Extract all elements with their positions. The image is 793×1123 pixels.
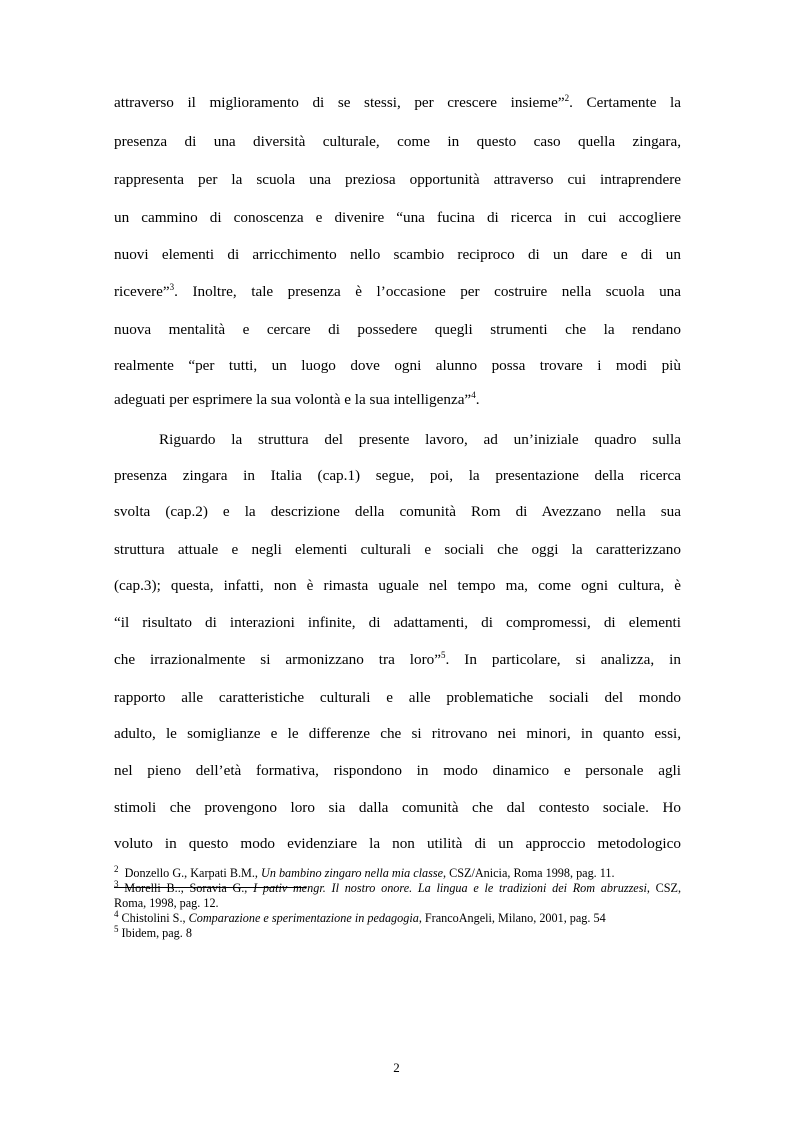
body-line: “il risultato di interazioni infinite, di adattamenti, di compromessi, di elementi	[114, 614, 681, 631]
body-line: svolta (cap.2) e la descrizione della comunità Rom di Avezzano nella sua	[114, 503, 681, 520]
body-line: voluto in questo modo evidenziare la non utilità di un approccio metodologico	[114, 835, 681, 852]
body-line: che irrazionalmente si armonizzano tra loro”$^5$. In particolare, si analizza, in	[114, 649, 681, 668]
body-line: Riguardo la struttura del presente lavoro, ad un’iniziale quadro sulla	[159, 431, 681, 448]
footnote: $^3$ Morelli B.., Soravia G., I pativ mengr. Il nostro onore. La lingua e le tradizioni dei Rom abruzzesi, CSZ,	[114, 878, 682, 895]
footnote-continuation: Roma, 1998, pag. 12.	[114, 896, 219, 910]
body-line: realmente “per tutti, un luogo dove ogni alunno possa trovare i modi più	[114, 357, 681, 374]
body-line: adulto, le somiglianze e le differenze che si ritrovano nei minori, in quanto essi,	[114, 725, 681, 742]
body-line: rapporto alle caratteristiche culturali e alle problematiche sociali del mondo	[114, 689, 681, 706]
body-line: attraverso il miglioramento di se stessi, per crescere insieme”$^2$. Certamente la	[114, 92, 681, 111]
footnote: $^5$ Ibidem, pag. 8	[114, 923, 192, 940]
page-number: 2	[393, 1060, 400, 1075]
body-line: nuova mentalità e cercare di possedere quegli strumenti che la rendano	[114, 321, 681, 338]
body-line: presenza di una diversità culturale, come in questo caso quella zingara,	[114, 133, 681, 150]
body-line: un cammino di conoscenza e divenire “una fucina di ricerca in cui accogliere	[114, 209, 681, 226]
body-line: presenza zingara in Italia (cap.1) segue, poi, la presentazione della ricerca	[114, 467, 681, 484]
footnote: $^4$ Chistolini S., Comparazione e sperimentazione in pedagogia, FrancoAngeli, Milano, 2001, pag. 54	[114, 908, 606, 925]
body-line: (cap.3); questa, infatti, non è rimasta uguale nel tempo ma, come ogni cultura, è	[114, 577, 681, 594]
body-line: stimoli che provengono loro sia dalla comunità che dal contesto sociale. Ho	[114, 799, 681, 816]
footnote: $^2$ Donzello G., Karpati B.M., Un bambino zingaro nella mia classe, CSZ/Anicia, Roma 1998, pag. 11.	[114, 863, 615, 880]
body-line: nuovi elementi di arricchimento nello scambio reciproco di un dare e di un	[114, 246, 681, 263]
body-line: adeguati per esprimere la sua volontà e la sua intelligenza”$^4$.	[114, 389, 480, 408]
body-line: nel pieno dell’età formativa, rispondono in modo dinamico e personale agli	[114, 762, 681, 779]
body-line: ricevere”$^3$. Inoltre, tale presenza è l’occasione per costruire nella scuola una	[114, 281, 681, 300]
body-line: rappresenta per la scuola una preziosa opportunità attraverso cui intraprendere	[114, 171, 681, 188]
body-line: struttura attuale e negli elementi culturali e sociali che oggi la caratterizzano	[114, 541, 681, 558]
